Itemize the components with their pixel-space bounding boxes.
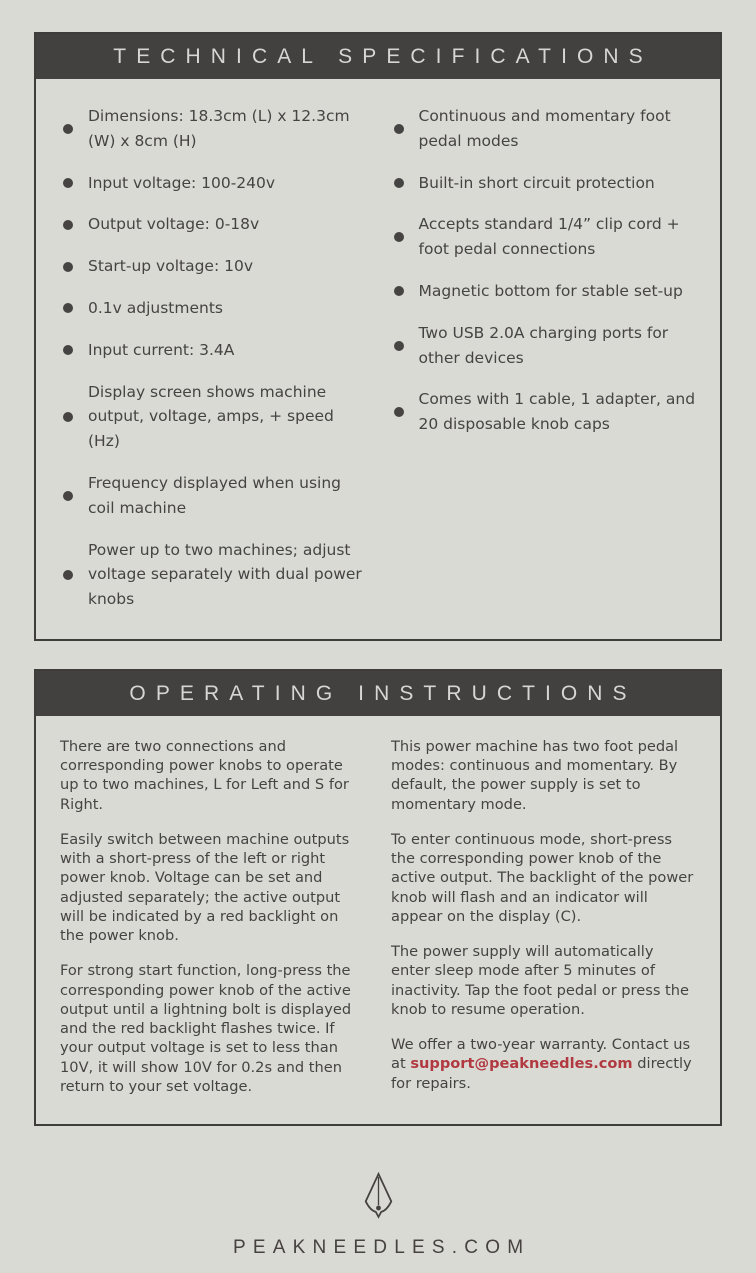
bullet-icon [63, 345, 73, 355]
bullet-icon [394, 124, 404, 134]
technical-specifications-title: TECHNICAL SPECIFICATIONS [113, 45, 653, 68]
specs-left-column [63, 104, 368, 612]
spec-item-text: Input current: 3.4A [88, 340, 235, 359]
bullet-icon [394, 178, 404, 188]
bullet-icon [63, 262, 73, 272]
operating-instructions-header [36, 671, 720, 716]
spec-item-text: Display screen shows machine output, voltage, amps, + speed (Hz) [88, 382, 334, 451]
instruction-paragraph: The power supply will automatically enter sleep mode after 5 minutes of inactivity. Tap the foot pedal or press the knob to resume operation. [391, 943, 690, 1018]
support-email-link[interactable]: support@peakneedles.com [410, 1055, 633, 1073]
specs-body [36, 79, 720, 639]
spec-item [394, 212, 699, 262]
needle-nib-icon [363, 1172, 394, 1224]
bullet-icon [394, 341, 404, 351]
warranty-paragraph [391, 1035, 696, 1093]
instruction-paragraph: Easily switch between machine outputs with a short-press of the left or right power knob. Voltage can be set and adjusted separately; the active output will be indicated by a red backlight on the power knob. [60, 830, 350, 945]
spec-item-text: Two USB 2.0A charging ports for other devices [418, 323, 669, 367]
spec-item [394, 279, 699, 304]
spec-item-text: Continuous and momentary foot pedal modes [418, 107, 671, 150]
spec-item [394, 387, 699, 437]
bullet-icon [63, 124, 73, 134]
bullet-icon [63, 178, 73, 188]
spec-item-text: Power up to two machines; adjust voltage separately with dual power knobs [88, 540, 362, 609]
spec-item [63, 338, 368, 363]
spec-item-text: 0.1v adjustments [88, 298, 223, 317]
spec-item-text: Start-up voltage: 10v [88, 257, 254, 276]
bullet-icon [394, 232, 404, 242]
spec-item [63, 254, 368, 279]
spec-item [63, 538, 368, 612]
spec-item [63, 212, 368, 237]
spec-item [63, 380, 368, 454]
bullet-icon [63, 570, 73, 580]
spec-item [63, 471, 368, 521]
technical-specifications-header [36, 34, 720, 79]
spec-item-text: Comes with 1 cable, 1 adapter, and 20 disposable knob caps [418, 390, 696, 434]
footer [34, 1154, 722, 1259]
instruction-paragraph: To enter continuous mode, short-press the corresponding power knob of the active output. The backlight of the power knob will flash and an indicator will appear on the display (C). [391, 830, 694, 925]
warranty-text-prefix: We offer a two-year warranty. Contact us at [391, 1036, 691, 1073]
spec-item [394, 321, 699, 371]
spec-item-text: Frequency displayed when using coil machine [88, 473, 341, 517]
spec-item [394, 104, 699, 154]
spec-item [63, 171, 368, 196]
specs-right-column [394, 104, 699, 612]
spec-item [63, 104, 368, 154]
spec-item [63, 296, 368, 321]
spec-item-text: Accepts standard 1/4” clip cord + foot pedal connections [418, 215, 680, 259]
site-domain: PEAKNEEDLES.COM [232, 1237, 531, 1259]
instructions-body [36, 716, 720, 1124]
spec-item-text: Dimensions: 18.3cm (L) x 12.3cm (W) x 8cm (H) [88, 107, 350, 150]
instruction-paragraph: For strong start function, long-press the corresponding power knob of the active output until a lightning bolt is displayed and the red backlight flashes twice. If your output voltage is set to less than 10V, it will show 10V for 0.2s and then return to your set voltage. [60, 962, 352, 1095]
spec-item-text: Built-in short circuit protection [418, 173, 655, 192]
spec-item-text: Input voltage: 100-240v [88, 173, 276, 192]
bullet-icon [394, 286, 404, 296]
bullet-icon [63, 303, 73, 313]
bullet-icon [63, 220, 73, 230]
instructions-right-column [391, 737, 696, 1096]
bullet-icon [63, 412, 73, 422]
bullet-icon [394, 407, 404, 417]
instructions-left-column [60, 737, 365, 1096]
spec-item [394, 171, 699, 196]
spec-item-text: Output voltage: 0-18v [88, 215, 260, 234]
technical-specifications-panel [34, 32, 722, 641]
warranty-text-suffix: directly for repairs. [391, 1055, 692, 1092]
spec-item-text: Magnetic bottom for stable set-up [418, 281, 683, 300]
bullet-icon [63, 491, 73, 501]
operating-instructions-title: OPERATING INSTRUCTIONS [129, 681, 637, 705]
instruction-paragraph: This power machine has two foot pedal modes: continuous and momentary. By default, the power supply is set to momentary mode. [391, 737, 679, 813]
instruction-paragraph: There are two connections and corresponding power knobs to operate up to two machines, L for Left and S for Right. [60, 737, 349, 813]
operating-instructions-panel [34, 669, 722, 1126]
